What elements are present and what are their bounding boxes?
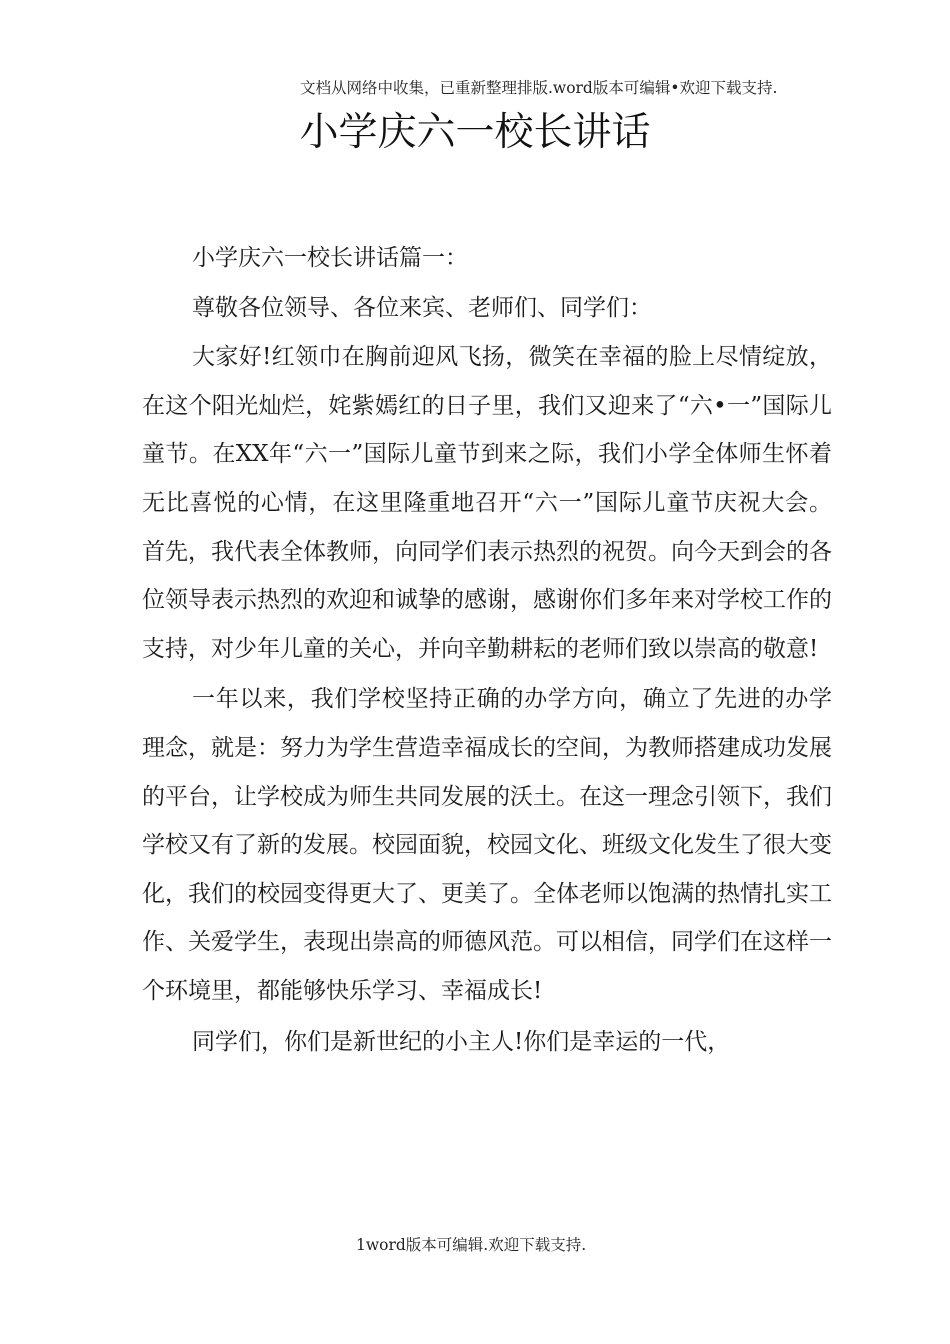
page-number: 1 — [356, 1236, 366, 1254]
header-note: 文档从网络中收集，已重新整理排版.word版本可编辑•欢迎下载支持. — [300, 79, 778, 97]
body-paragraph: 大家好!红领巾在胸前迎风飞扬，微笑在幸福的脸上尽情绽放，在这个阳光灿烂，姹紫嫣红的日子里，我们又迎来了“六•一”国际儿童节。在XX年“六一”国际儿童节到来之际，我们小学全体师生怀着无比喜悦的心情，在这里隆重地召开“六一”国际儿童节庆祝大会。首先，我代表全体教师，向同学们表示热烈的祝贺。向今天到会的各位领导表示热烈的欢迎和诚挚的感谢，感谢你们多年来对学校工作的支持，对少年儿童的关心，并向辛勤耕耘的老师们致以崇高的敬意! — [142, 344, 832, 662]
body-paragraph: 一年以来，我们学校坚持正确的办学方向，确立了先进的办学理念，就是：努力为学生营造幸福成长的空间，为教师搭建成功发展的平台，让学校成为师生共同发展的沃土。在这一理念引领下，我们学校又有了新的发展。校园面貌，校园文化、班级文化发生了很大变化，我们的校园变得更大了、更美了。全体老师以饱满的热情扎实工作、关爱学生，表现出崇高的师德风范。可以相信，同学们在这样一个环境里，都能够快乐学习、幸福成长! — [142, 686, 832, 1004]
document-body — [142, 234, 832, 1067]
salutation-paragraph: 尊敬各位领导、各位来宾、老师们、同学们： — [192, 294, 652, 321]
document-title: 小学庆六一校长讲话 — [299, 110, 651, 155]
body-paragraph: 同学们，你们是新世纪的小主人!你们是幸运的一代， — [192, 1028, 731, 1055]
page-footer — [356, 1234, 591, 1256]
footer-note: word版本可编辑.欢迎下载支持. — [365, 1236, 587, 1254]
section-heading: 小学庆六一校长讲话篇一： — [192, 245, 468, 271]
